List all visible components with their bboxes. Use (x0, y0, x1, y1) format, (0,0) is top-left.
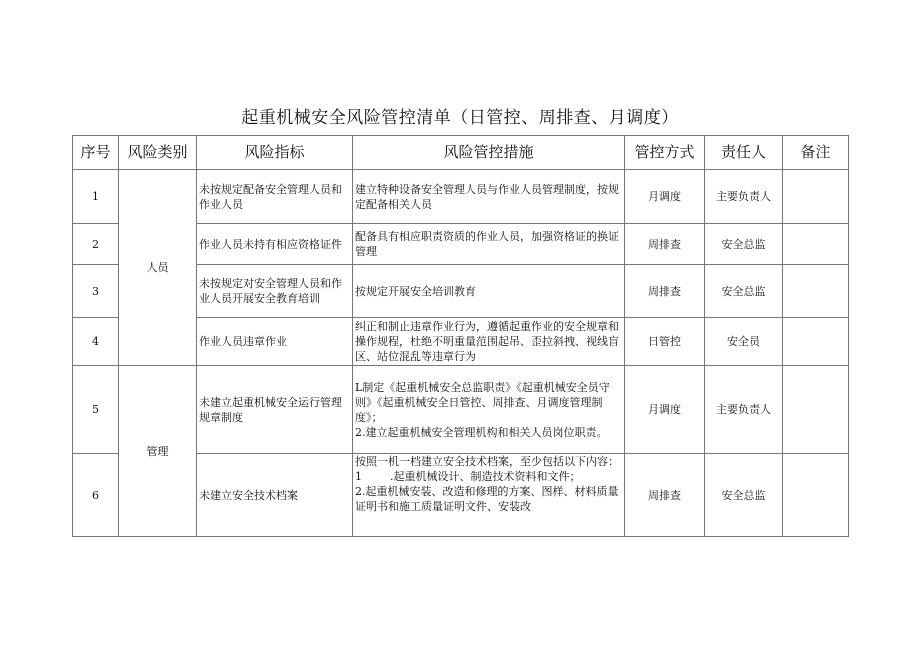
row-note (783, 265, 849, 318)
row-no: 3 (73, 265, 119, 318)
header-owner: 责任人 (705, 136, 783, 170)
measure-line: 2.起重机械安装、改造和修理的方案、图样、材料质量证明书和施工质量证明文件、安装改 (355, 485, 619, 513)
category-cell: 管理 (119, 366, 197, 537)
row-indicator: 作业人员未持有相应资格证件 (197, 224, 353, 265)
row-measures (353, 170, 625, 224)
row-indicator: 作业人员违章作业 (197, 318, 353, 366)
row-indicator: 未建立起重机械安全运行管理规章制度 (197, 366, 353, 454)
row-no: 5 (73, 366, 119, 454)
row-indicator: 未按规定配备安全管理人员和作业人员 (197, 170, 353, 224)
row-method: 月调度 (625, 170, 705, 224)
header-no: 序号 (73, 136, 119, 170)
row-owner: 主要负责人 (705, 366, 783, 454)
measure-line (355, 469, 622, 484)
row-measures (353, 318, 625, 366)
row-owner: 安全总监 (705, 265, 783, 318)
row-indicator: 未按规定对安全管理人员和作业人员开展安全教育培训 (197, 265, 353, 318)
measure-line: 2.建立起重机械安全管理机构和相关人员岗位职责。 (355, 425, 608, 439)
table-row (73, 366, 849, 454)
measure-item-text: .起重机械设计、制造技术资料和文件； (390, 470, 581, 483)
measure-line: 按照一机一档建立安全技术档案，至少包括以下内容： (355, 455, 619, 468)
row-measures (353, 454, 625, 537)
row-note (783, 366, 849, 454)
row-owner: 主要负责人 (705, 170, 783, 224)
header-note: 备注 (783, 136, 849, 170)
measure-line: L制定《起重机械安全总监职责》《起重机械安全员守则》《起重机械安全日管控、周排查、月调度管理制度》； (355, 380, 610, 424)
row-owner: 安全总监 (705, 224, 783, 265)
row-method: 月调度 (625, 366, 705, 454)
row-no: 2 (73, 224, 119, 265)
row-owner: 安全总监 (705, 454, 783, 537)
measure-line: 纠正和制止违章作业行为，遵循起重作业的安全规章和操作规程，杜绝不明重量范围起吊、歪拉斜拽、视线盲区、站位混乱等违章行为 (355, 320, 619, 363)
header-method: 管控方式 (625, 136, 705, 170)
row-no: 4 (73, 318, 119, 366)
row-note (783, 170, 849, 224)
header-measures: 风险管控措施 (353, 136, 625, 170)
row-method: 周排查 (625, 454, 705, 537)
row-indicator: 未建立安全技术档案 (197, 454, 353, 537)
document-title: 起重机械安全风险管控清单（日管控、周排查、月调度） (241, 108, 679, 128)
row-no: 6 (73, 454, 119, 537)
measure-line: 建立特种设备安全管理人员与作业人员管理制度，按规定配备相关人员 (355, 182, 619, 211)
row-note (783, 318, 849, 366)
measure-item-number: 1 (355, 470, 362, 483)
row-note (783, 224, 849, 265)
risk-control-table (72, 135, 849, 537)
table-row (73, 170, 849, 224)
row-measures (353, 265, 625, 318)
row-note (783, 454, 849, 537)
category-cell: 人员 (119, 170, 197, 366)
row-method: 日管控 (625, 318, 705, 366)
header-category: 风险类别 (119, 136, 197, 170)
row-no: 1 (73, 170, 119, 224)
header-indicator: 风险指标 (197, 136, 353, 170)
row-measures (353, 366, 625, 454)
row-measures (353, 224, 625, 265)
table-header-row (73, 136, 849, 170)
measure-line: 按规定开展安全培训教育 (355, 284, 476, 298)
row-owner: 安全员 (705, 318, 783, 366)
row-method: 周排查 (625, 224, 705, 265)
measure-line: 配备具有相应职责资质的作业人员，加强资格证的换证管理 (355, 230, 619, 258)
row-method: 周排查 (625, 265, 705, 318)
